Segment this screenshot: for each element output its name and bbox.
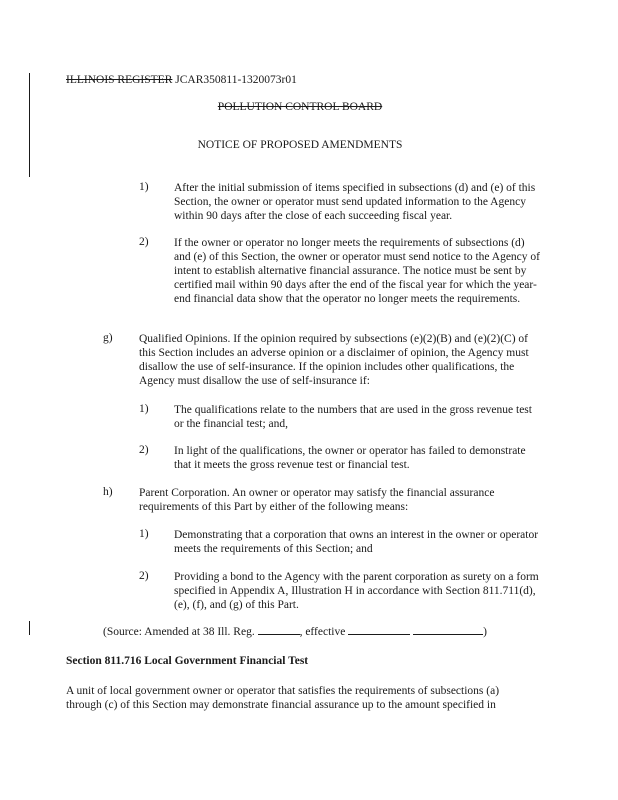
change-bar-top <box>29 73 30 177</box>
item-1-label: 1) <box>139 181 149 193</box>
section-heading: Section 811.716 Local Government Financial Test <box>66 655 309 667</box>
source-effective: , effective <box>299 626 346 638</box>
effective-blank-1 <box>348 624 410 635</box>
board-name-text: POLLUTION CONTROL BOARD <box>217 101 383 113</box>
register-struck: ILLINOIS REGISTER <box>66 74 173 86</box>
change-bar-source <box>29 621 30 635</box>
source-prefix: (Source: Amended at 38 Ill. Reg. <box>103 626 255 638</box>
item-g2-text: In light of the qualifications, the owner or operator has failed to demonstrate that it meets the gross revenue test or financial test. <box>174 445 526 471</box>
section-body: A unit of local government owner or operator that satisfies the requirements of subsections (a) through (c) of this Section may demonstrate financial assurance up to the amount specified in <box>66 685 500 711</box>
item-h1-label: 1) <box>139 528 149 540</box>
item-h1-text: Demonstrating that a corporation that owns an interest in the owner or operator meets the requirements of this Section; and <box>174 529 539 555</box>
board-name <box>0 101 600 113</box>
source-suffix: ) <box>483 626 487 638</box>
notice-title: NOTICE OF PROPOSED AMENDMENTS <box>197 139 403 151</box>
item-h-text: Parent Corporation. An owner or operator may satisfy the financial assurance requirements of this Part by either of the following means: <box>139 487 495 513</box>
jcar-code: JCAR350811-1320073r01 <box>175 74 297 86</box>
item-g-text: Qualified Opinions. If the opinion required by subsections (e)(2)(B) and (e)(2)(C) of this Section includes an adverse opinion or a disclaimer of opinion, the Agency must disallow the use of self-insurance. If the opinion includes other qualifications, the Agency must disallow the use of self-insurance if: <box>139 333 529 387</box>
item-h2-text: Providing a bond to the Agency with the parent corporation as surety on a form specified in Appendix A, Illustration H in accordance with Section 811.711(d), (e), (f), and (g) of this Part. <box>174 571 539 611</box>
item-h-label: h) <box>103 486 113 498</box>
reg-blank <box>258 624 300 635</box>
item-1-text: After the initial submission of items specified in subsections (d) and (e) of this Section, the owner or operator must send updated information to the Agency within 90 days after the close of each succeeding fiscal year. <box>174 182 536 222</box>
item-2-text: If the owner or operator no longer meets the requirements of subsections (d) and (e) of this Section, the owner or operator must send notice to the Agency of intent to establish alternative financial assurance. The notice must be sent by certified mail within 90 days after the end of the fiscal year for which the year-end financial data show that the operator no longer meets the requirements. <box>174 237 540 305</box>
item-g2-label: 2) <box>139 444 149 456</box>
item-2-label: 2) <box>139 236 149 248</box>
effective-blank-2 <box>413 624 483 635</box>
item-h2-label: 2) <box>139 570 149 582</box>
item-g1-label: 1) <box>139 403 149 415</box>
item-g1-text: The qualifications relate to the numbers that are used in the gross revenue test or the financial test; and, <box>174 404 532 430</box>
running-header <box>66 74 297 86</box>
item-g-label: g) <box>103 332 113 344</box>
source-note <box>103 624 487 638</box>
